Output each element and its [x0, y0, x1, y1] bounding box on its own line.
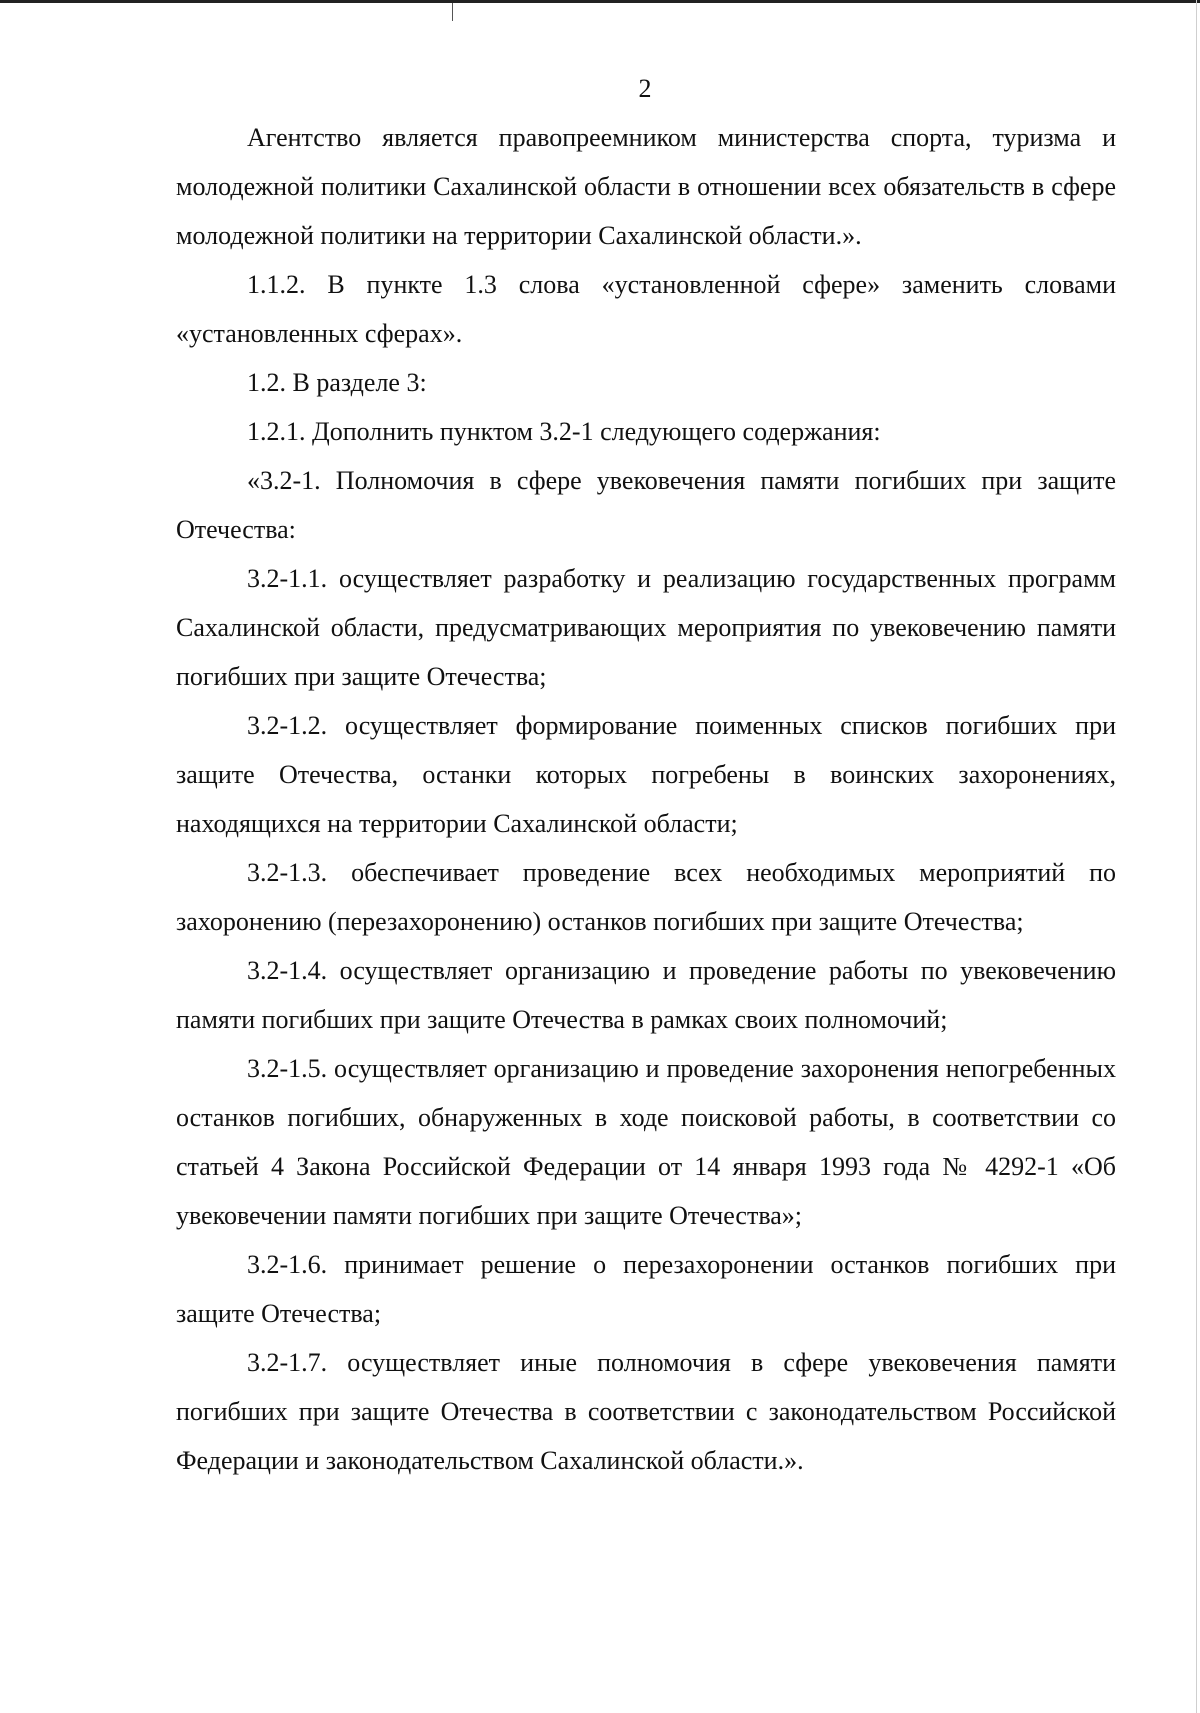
paragraph-1-2: 1.2. В разделе 3:: [247, 368, 427, 397]
paragraph-1-1-2: 1.1.2. В пункте 1.3 слова «установленной сфере» заменить словами «установленных сферах».: [176, 270, 1116, 348]
top-border-line: [0, 0, 1200, 3]
paragraph-3-2-1-5: 3.2-1.5. осуществляет организацию и проведение захоронения непогребенных останков погибших, обнаруженных в ходе поисковой работы, в соответствии со статьей 4 Закона Российской Федерации от 14 января 1993 года № 4292-1 «Об увековечении памяти погибших при защите Отечества»;: [176, 1054, 1116, 1230]
paragraph-3-2-1-6: 3.2-1.6. принимает решение о перезахоронении останков погибших при защите Отечества;: [176, 1250, 1116, 1328]
scan-mark: [452, 3, 453, 21]
paragraph-1-2-1: 1.2.1. Дополнить пунктом 3.2-1 следующего содержания:: [247, 417, 881, 446]
paragraph-3-2-1-7: 3.2-1.7. осуществляет иные полномочия в сфере увековечения памяти погибших при защите Отечества в соответствии с законодательством Российской Федерации и законодательством Сахалинской области.».: [176, 1348, 1116, 1475]
document-body: [176, 113, 1116, 1485]
paragraph-3-2-1-1: 3.2-1.1. осуществляет разработку и реализацию государственных программ Сахалинской области, предусматривающих мероприятия по увековечению памяти погибших при защите Отечества;: [176, 564, 1116, 691]
paragraph-3-2-1: «3.2-1. Полномочия в сфере увековечения памяти погибших при защите Отечества:: [176, 466, 1116, 544]
paragraph-agency-successor: Агентство является правопреемником министерства спорта, туризма и молодежной политики Сахалинской области в отношении всех обязательств в сфере молодежной политики на территории Сахалинской области.».: [176, 123, 1116, 250]
page-edge: [1196, 0, 1197, 1713]
paragraph-3-2-1-4: 3.2-1.4. осуществляет организацию и проведение работы по увековечению памяти погибших при защите Отечества в рамках своих полномочий;: [176, 956, 1116, 1034]
paragraph-3-2-1-3: 3.2-1.3. обеспечивает проведение всех необходимых мероприятий по захоронению (перезахоронению) останков погибших при защите Отечества;: [176, 858, 1116, 936]
paragraph-3-2-1-2: 3.2-1.2. осуществляет формирование поименных списков погибших при защите Отечества, останки которых погребены в воинских захоронениях, находящихся на территории Сахалинской области;: [176, 711, 1116, 838]
page-number: 2: [638, 74, 652, 103]
